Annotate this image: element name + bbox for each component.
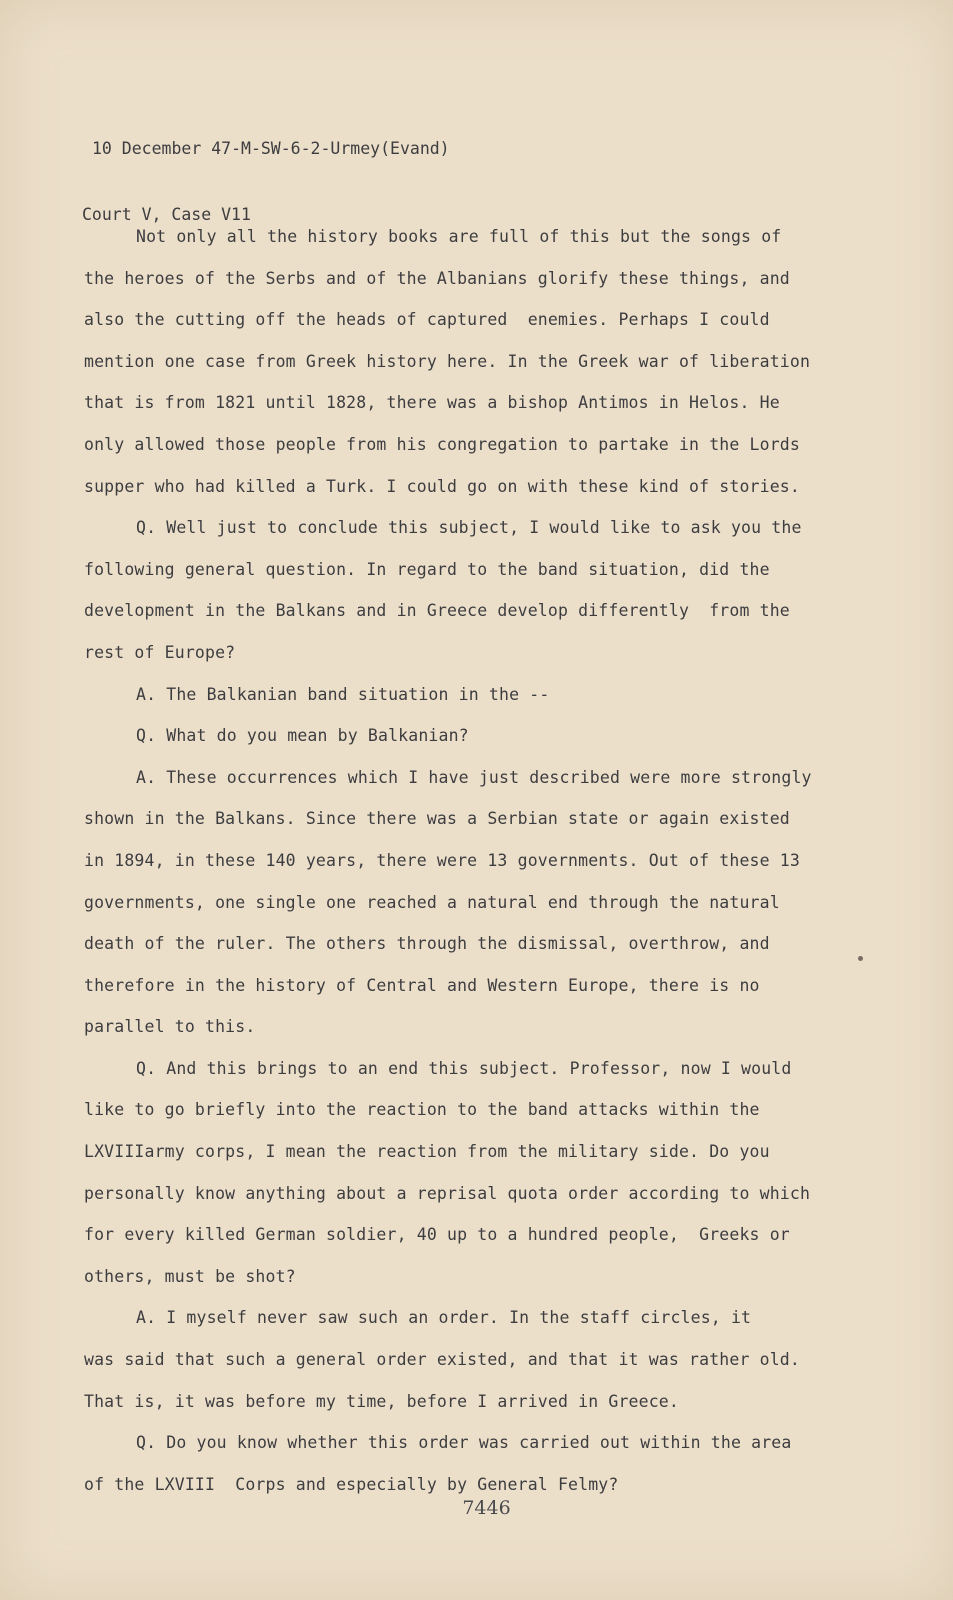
text-line: Q. What do you mean by Balkanian? (136, 726, 469, 746)
text-line: following general question. In regard to the band situation, did the (84, 559, 770, 579)
text-line: A. The Balkanian band situation in the -- (136, 684, 550, 704)
text-line: Q. Do you know whether this order was carried out within the area (136, 1433, 792, 1453)
text-line: only allowed those people from his congregation to partake in the Lords (84, 434, 800, 454)
text-line: governments, one single one reached a natural end through the natural (84, 892, 780, 912)
text-line: like to go briefly into the reaction to the band attacks within the (84, 1100, 760, 1120)
text-line: parallel to this. (84, 1017, 256, 1037)
text-line: was said that such a general order existed, and that it was rather old. (84, 1350, 800, 1370)
page-number: 7446 (462, 1497, 511, 1519)
text-line: Q. Well just to conclude this subject, I would like to ask you the (136, 518, 802, 538)
text-line: that is from 1821 until 1828, there was a bishop Antimos in Helos. He (84, 393, 780, 413)
text-line: supper who had killed a Turk. I could go on with these kind of stories. (84, 476, 800, 496)
text-line: Not only all the history books are full of this but the songs of (136, 227, 782, 246)
text-line: Q. And this brings to an end this subject. Professor, now I would (136, 1058, 792, 1078)
header-date-reference: 10 December 47-M-SW-6-2-Urmey(Evand) (92, 139, 450, 158)
text-line: the heroes of the Serbs and of the Albanians glorify these things, and (84, 268, 790, 288)
text-line: therefore in the history of Central and Western Europe, there is no (84, 975, 760, 995)
text-line: shown in the Balkans. Since there was a Serbian state or again existed (84, 809, 790, 829)
text-line: personally know anything about a reprisal quota order according to which (84, 1183, 811, 1203)
text-line: mention one case from Greek history here. In the Greek war of liberation (84, 351, 811, 371)
text-line: of the LXVIII Corps and especially by General Felmy? (84, 1474, 619, 1494)
text-line: That is, it was before my time, before I arrived in Greece. (84, 1391, 679, 1411)
text-line: rest of Europe? (84, 642, 236, 662)
text-line: A. I myself never saw such an order. In the staff circles, it (136, 1308, 752, 1328)
ink-speck (858, 956, 863, 961)
text-line: for every killed German soldier, 40 up to a hundred people, Greeks or (84, 1225, 790, 1245)
text-line: also the cutting off the heads of captured enemies. Perhaps I could (84, 310, 770, 330)
header-court-case: Court V, Case V11 (82, 205, 251, 224)
text-line: development in the Balkans and in Greece develop differently from the (84, 601, 790, 621)
text-line: death of the ruler. The others through the dismissal, overthrow, and (84, 934, 770, 954)
testimony-body (84, 216, 924, 1505)
text-line: LXVIIIarmy corps, I mean the reaction from the military side. Do you (84, 1142, 770, 1162)
text-line: others, must be shot? (84, 1266, 296, 1286)
text-line: in 1894, in these 140 years, there were 13 governments. Out of these 13 (84, 850, 800, 870)
text-line: A. These occurrences which I have just described were more strongly (136, 767, 812, 787)
